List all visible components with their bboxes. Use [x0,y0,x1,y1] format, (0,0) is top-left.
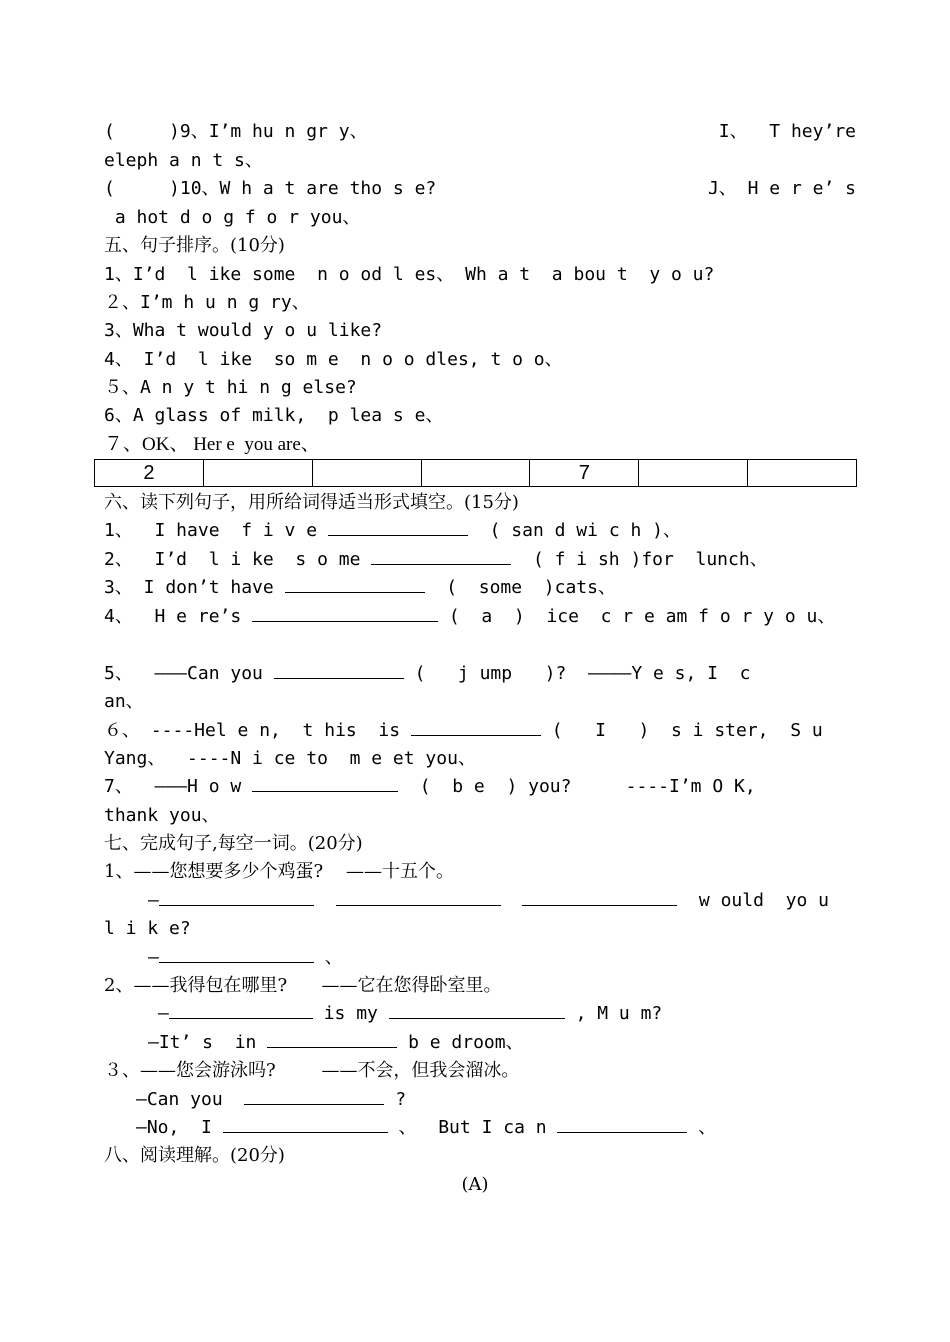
q3-text: 3、 I don’t have [104,577,274,598]
order-cell-5[interactable]: 7 [530,460,639,487]
q4-hint: ( a ) ice c r e am f o r y o u、 [448,606,836,627]
q1-blank[interactable] [328,517,468,536]
q1-ans-dash: — [148,947,159,968]
section7-q1-ans [104,944,856,972]
q7-text: 7、 ———H o w [104,776,242,797]
q6-text: ６、 ----Hel e n, t his is [104,720,401,741]
q2-text: 2、 I’d l i ke s o me [104,549,361,570]
q2-blank-2[interactable] [389,1000,565,1019]
q3-en-mark: ? [395,1089,407,1110]
q3-ans-text: —No, I [136,1117,212,1138]
section6-q7 [104,773,856,801]
match-q10-cont: a hot d o g f o r you、 [104,207,361,228]
order-cell-2[interactable] [203,460,312,487]
section5-item-4: 4、 I’d l ike so m e n o o dles, t o o、 [104,349,563,370]
section7-title: 七、完成句子,每空一词。(20分) [104,833,363,854]
section5-item-1: 1、I’d l ike some n o od l es、 Wh a t a bou t y o u? [104,264,715,285]
section6-q6-cont: Yang、 ----N i ce to m e et you、 [104,748,476,769]
q6-hint: ( I ) s i ster, S u [551,720,823,741]
section8-part-a: (A) [461,1174,489,1195]
q6-blank[interactable] [411,717,541,736]
q2-blank[interactable] [371,546,511,565]
section5-item-3: 3、Wha t would y o u like? [104,320,383,341]
q1-cn-question: 1、——您想要多少个鸡蛋? [104,861,324,882]
q7-hint: ( b e ) you? ----I’m O K, [419,776,756,797]
q1-blank-1[interactable] [159,887,314,906]
q3-ans-blank-2[interactable] [557,1114,687,1133]
q2-blank-1[interactable] [169,1000,313,1019]
q2-en-mid: is my [323,1003,378,1024]
q2-en-tail: , M u m? [575,1003,663,1024]
match-q10 [104,175,856,203]
q5-text: 5、 ———Can you [104,663,263,684]
match-q9-cont: eleph a n t s、 [104,150,263,171]
q5-blank[interactable] [274,660,404,679]
section5-title: 五、句子排序。(10分) [104,235,285,256]
q1-hint: ( san d wi c h )、 [489,520,681,541]
q1-ans-tail: 、 [324,947,343,968]
section6-q7-cont: thank you、 [104,805,220,826]
section7-q2-cn [104,972,856,1000]
section8-title: 八、阅读理解。(20分) [104,1145,285,1166]
q3-ans-tail: 、 [698,1117,717,1138]
q2-hint: ( f i sh )for lunch、 [532,549,768,570]
order-cell-7[interactable] [748,460,857,487]
q3-ans-mid: 、 But I ca n [398,1117,547,1138]
q1-ans-blank[interactable] [159,944,314,963]
q2-en-dash: — [158,1003,169,1024]
section6-q3 [104,574,856,602]
match-q9 [104,118,856,146]
section5-item-7: ７、OK、 Her e you are、 [104,434,320,455]
match-q9-left: ( )9、I’m hu n gr y、 [104,121,368,142]
q2-cn-question: 2、——我得包在哪里? [104,975,288,996]
section7-q1-en-cont: l i k e? [104,918,191,939]
section7-q3-ans [104,1114,856,1142]
match-q9-right: I、 T hey’re [718,121,856,142]
q3-ans-blank-1[interactable] [223,1114,388,1133]
match-q10-left: ( )10、W h a t are tho s e? [104,178,437,199]
section6-q5 [104,660,856,688]
q2-ans-tail: b e droom、 [408,1032,524,1053]
q3-blank[interactable] [244,1086,384,1105]
order-answer-table [94,459,857,487]
section5-item-5: ５、A n y t hi n g else? [104,377,357,398]
q2-ans-text: —It’ s in [148,1032,257,1053]
order-cell-1[interactable]: 2 [95,460,204,487]
section7-q3-cn [104,1057,856,1085]
q1-blank-3[interactable] [522,887,677,906]
q1-en-tail: w ould yo u [698,890,829,911]
section6-q1 [104,517,856,545]
q3-blank[interactable] [285,574,425,593]
q1-en-dash: — [148,890,159,911]
order-cell-3[interactable] [312,460,421,487]
q2-cn-answer: ——它在您得卧室里。 [321,975,502,996]
q4-blank[interactable] [252,603,438,622]
q4-text: 4、 H e re’s [104,606,242,627]
section7-q2-en [104,1000,856,1028]
section6-title: 六、读下列句子，用所给词得适当形式填空。(15分) [104,492,519,513]
section6-q2 [104,546,856,574]
q3-cn-answer: ——不会，但我会溜冰。 [321,1060,520,1081]
q2-ans-blank[interactable] [267,1029,397,1048]
q3-en-text: —Can you [136,1089,223,1110]
section5-item-6: 6、A glass of milk, p lea s e、 [104,405,444,426]
section7-q1-cn [104,858,856,886]
q3-hint: ( some )cats、 [446,577,616,598]
section5-item-2: ２、I’m h u n g ry、 [104,292,310,313]
q1-text: 1、 I have f i v e [104,520,318,541]
section6-q5-cont: an、 [104,691,144,712]
order-cell-6[interactable] [639,460,748,487]
section7-q1-en [104,887,856,915]
q7-blank[interactable] [252,773,398,792]
q3-cn-question: ３、——您会游泳吗? [104,1060,276,1081]
match-q10-right: J、 H e r e’ s [707,178,856,199]
q1-cn-answer: ——十五个。 [346,861,454,882]
section7-q2-ans [104,1029,856,1057]
order-cell-4[interactable] [421,460,530,487]
section6-q6 [104,717,856,745]
q1-blank-2[interactable] [336,887,501,906]
section6-q4 [104,603,856,631]
q5-hint: ( j ump )? ————Y e s, I c [414,663,751,684]
section7-q3-en [104,1086,856,1114]
